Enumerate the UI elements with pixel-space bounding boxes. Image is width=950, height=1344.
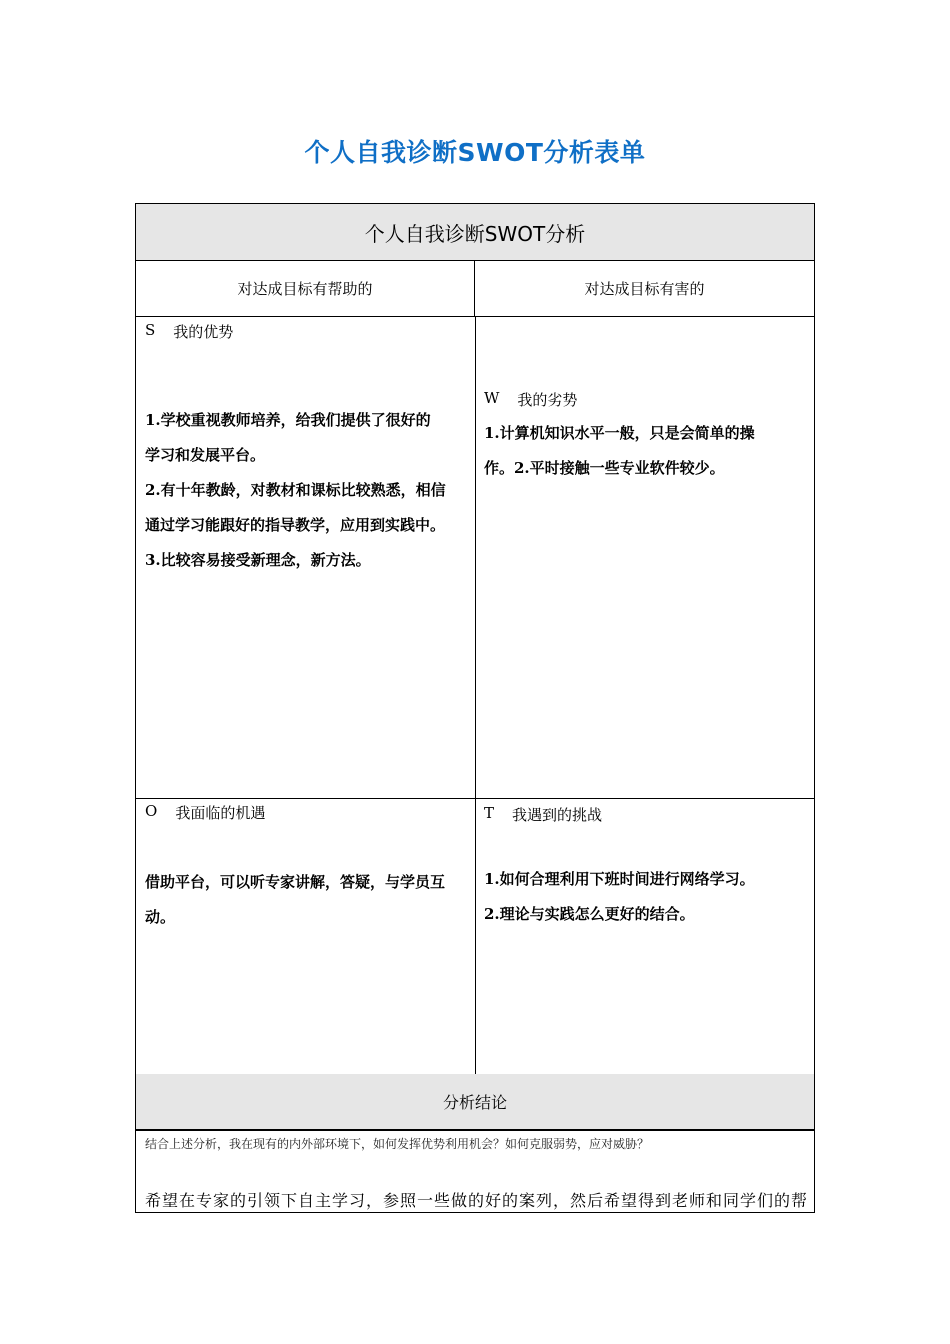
list-item: 学习和发展平台。 (145, 446, 266, 464)
swot-table (135, 203, 815, 1213)
conclusion-prompt: 结合上述分析，我在现有的内外部环境下，如何发挥优势利用机会？如何克服弱势，应对威胁？ (145, 1137, 650, 1151)
strengths-title: 我的优势 (173, 323, 234, 341)
conclusion-text: 希望在专家的引领下自主学习，参照一些做的好的案列，然后希望得到老师和同学们的帮 (145, 1191, 809, 1210)
weaknesses-letter: W (484, 389, 500, 407)
list-item: 借助平台，可以听专家讲解，答疑，与学员互 (145, 873, 446, 891)
threats-label (484, 804, 805, 825)
list-item: 1.计算机知识水平一般，只是会简单的操 (484, 424, 755, 442)
threats-list (484, 862, 805, 932)
strengths-list (145, 403, 466, 578)
list-item: 3.比较容易接受新理念，新方法。 (145, 551, 371, 569)
weaknesses-list (484, 416, 805, 486)
list-item: 作。2.平时接触一些专业软件较少。 (484, 459, 725, 477)
opportunities-letter: O (145, 802, 158, 820)
list-item: 1.学校重视教师培养，给我们提供了很好的 (145, 411, 431, 429)
opportunities-label (145, 802, 466, 823)
col-harmful-header: 对达成目标有害的 (584, 280, 705, 298)
list-item: 2.理论与实践怎么更好的结合。 (484, 905, 695, 923)
page-title: 个人自我诊断SWOT分析表单 (304, 138, 646, 167)
list-item: 2.有十年教龄，对教材和课标比较熟悉，相信 (145, 481, 446, 499)
list-item: 动。 (145, 908, 176, 926)
opportunities-title: 我面临的机遇 (175, 804, 266, 822)
strengths-cell (136, 317, 475, 578)
threats-title: 我遇到的挑战 (512, 806, 603, 824)
threats-cell (475, 798, 814, 932)
column-headers (136, 261, 814, 317)
weaknesses-label (484, 389, 805, 410)
row-divider (136, 1130, 814, 1131)
strengths-letter: S (145, 321, 156, 339)
threats-letter: T (484, 804, 495, 822)
conclusion-header: 分析结论 (136, 1074, 814, 1130)
opportunities-cell (136, 798, 475, 935)
weaknesses-cell (475, 317, 814, 486)
strengths-label (145, 321, 466, 342)
list-item: 通过学习能跟好的指导教学，应用到实践中。 (145, 516, 446, 534)
table-header: 个人自我诊断SWOT分析 (136, 204, 814, 261)
col-helpful-header: 对达成目标有帮助的 (136, 261, 475, 316)
opportunities-list (145, 865, 466, 935)
weaknesses-title: 我的劣势 (517, 391, 578, 409)
list-item: 1.如何合理利用下班时间进行网络学习。 (484, 870, 755, 888)
